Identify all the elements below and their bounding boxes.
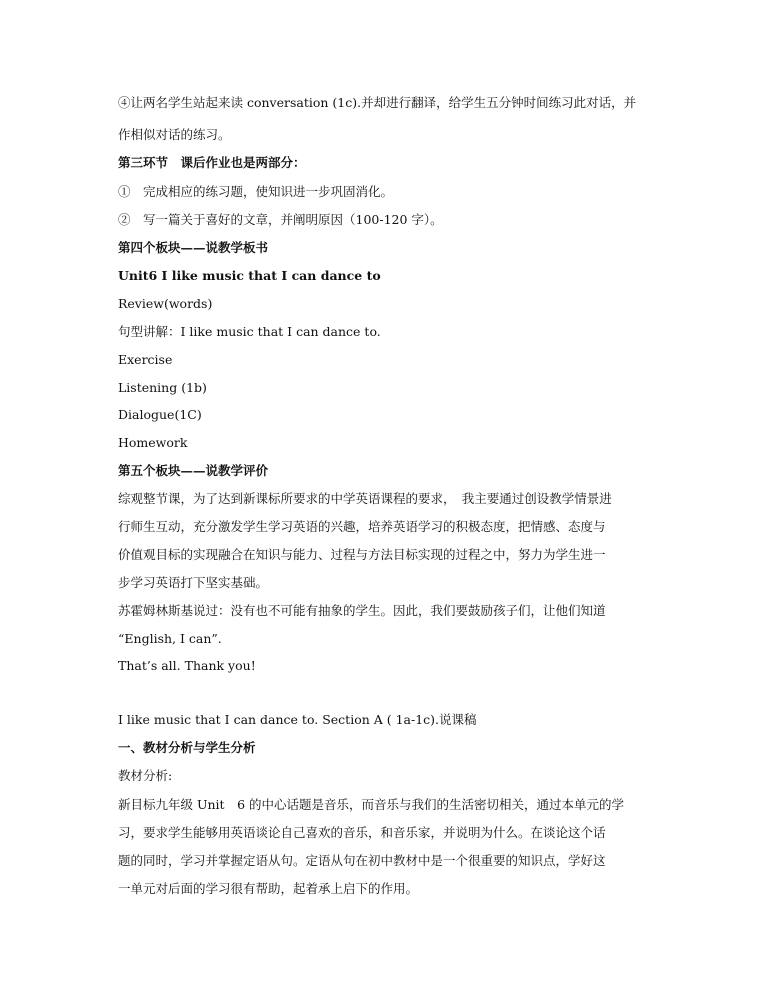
paragraph-line: 新目标九年级 Unit 6 的中心话题是音乐，而音乐与我们的生活密切相关，通过本单元的学 — [118, 797, 625, 812]
subheading: 教材分析: — [118, 768, 173, 783]
board-item: Exercise — [118, 352, 173, 367]
board-item: Dialogue(1C) — [118, 407, 202, 422]
section-heading: 第五个板块——说教学评价 — [118, 463, 269, 478]
paragraph-line: That’s all. Thank you! — [118, 658, 256, 673]
paragraph-line: “English, I can”. — [118, 631, 222, 646]
paragraph-line: 苏霍姆林斯基说过：没有也不可能有抽象的学生。因此，我们要鼓励孩子们，让他们知道 — [118, 603, 606, 618]
paragraph-line: 题的同时，学习并掌握定语从句。定语从句在初中教材中是一个很重要的知识点，学好这 — [118, 853, 606, 868]
board-title: Unit6 I like music that I can dance to — [118, 268, 381, 283]
section-heading: 第三环节 课后作业也是两部分： — [118, 155, 306, 170]
paragraph-line: 作相似对话的练习。 — [118, 127, 231, 142]
paragraph-line: 一单元对后面的学习很有帮助，起着承上启下的作用。 — [118, 881, 419, 896]
paragraph-line: 步学习英语打下坚实基础。 — [118, 575, 269, 590]
section-heading: 第四个板块——说教学板书 — [118, 240, 269, 255]
paragraph-line: 行师生互动，充分激发学生学习英语的兴趣，培养英语学习的积极态度，把情感、态度与 — [118, 519, 606, 534]
paragraph-line: 价值观目标的实现融合在知识与能力、过程与方法目标实现的过程之中，努力为学生进一 — [118, 547, 606, 562]
board-item: Homework — [118, 435, 188, 450]
board-item: Listening (1b) — [118, 380, 207, 395]
board-item: 句型讲解：I like music that I can dance to. — [118, 324, 381, 339]
paragraph-line: 综观整节课，为了达到新课标所要求的中学英语课程的要求， 我主要通过创设教学情景进 — [118, 491, 612, 506]
lesson-title: I like music that I can dance to. Section A ( 1a-1c).说课稿 — [118, 712, 477, 727]
section-heading: 一、教材分析与学生分析 — [118, 740, 256, 755]
board-item: Review(words) — [118, 296, 213, 311]
list-item: ② 写一篇关于喜好的文章，并阐明原因（100-120 字）。 — [118, 212, 443, 227]
paragraph-line: ④让两名学生站起来读 conversation (1c).并却进行翻译，给学生五分钟时间练习此对话，并 — [118, 95, 637, 110]
list-item: ① 完成相应的练习题，使知识进一步巩固消化。 — [118, 184, 394, 199]
paragraph-line: 习，要求学生能够用英语谈论自己喜欢的音乐，和音乐家，并说明为什么。在谈论这个话 — [118, 825, 606, 840]
